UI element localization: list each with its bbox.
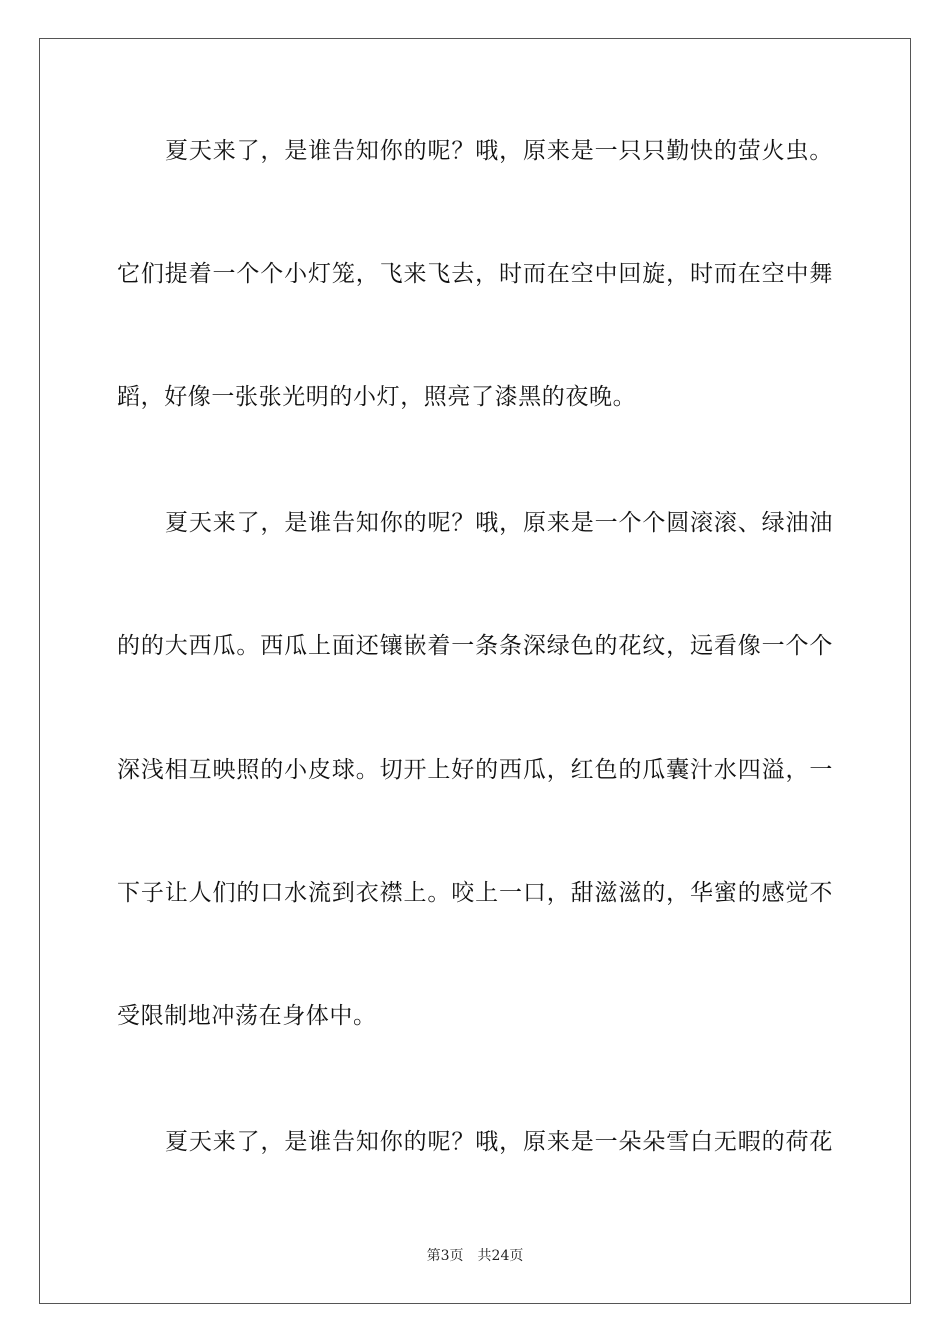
- paragraph-line: 夏天来了，是谁告知你的呢？哦，原来是一只只勤快的萤火虫。: [165, 138, 833, 164]
- paragraph-line: 深浅相互映照的小皮球。切开上好的西瓜，红色的瓜囊汁水四溢，一: [117, 757, 833, 783]
- paragraph-line: 它们提着一个个小灯笼，飞来飞去，时而在空中回旋，时而在空中舞: [117, 261, 833, 287]
- paragraph-line: 夏天来了，是谁告知你的呢？哦，原来是一个个圆滚滚、绿油油: [165, 510, 833, 536]
- paragraph-line: 蹈，好像一张张光明的小灯，照亮了漆黑的夜晚。: [117, 384, 637, 410]
- paragraph-line: 的的大西瓜。西瓜上面还镶嵌着一条条深绿色的花纹，远看像一个个: [117, 633, 833, 659]
- paragraph-line: 下子让人们的口水流到衣襟上。咬上一口，甜滋滋的，华蜜的感觉不: [117, 880, 833, 906]
- paragraph-line: 受限制地冲荡在身体中。: [117, 1003, 377, 1029]
- page-footer: [0, 1247, 950, 1265]
- paragraph-line: 夏天来了，是谁告知你的呢？哦，原来是一朵朵雪白无暇的荷花: [165, 1129, 833, 1155]
- page-number: 第3页: [426, 1248, 464, 1264]
- page-border: [39, 38, 911, 1304]
- page-total: 共24页: [477, 1248, 524, 1264]
